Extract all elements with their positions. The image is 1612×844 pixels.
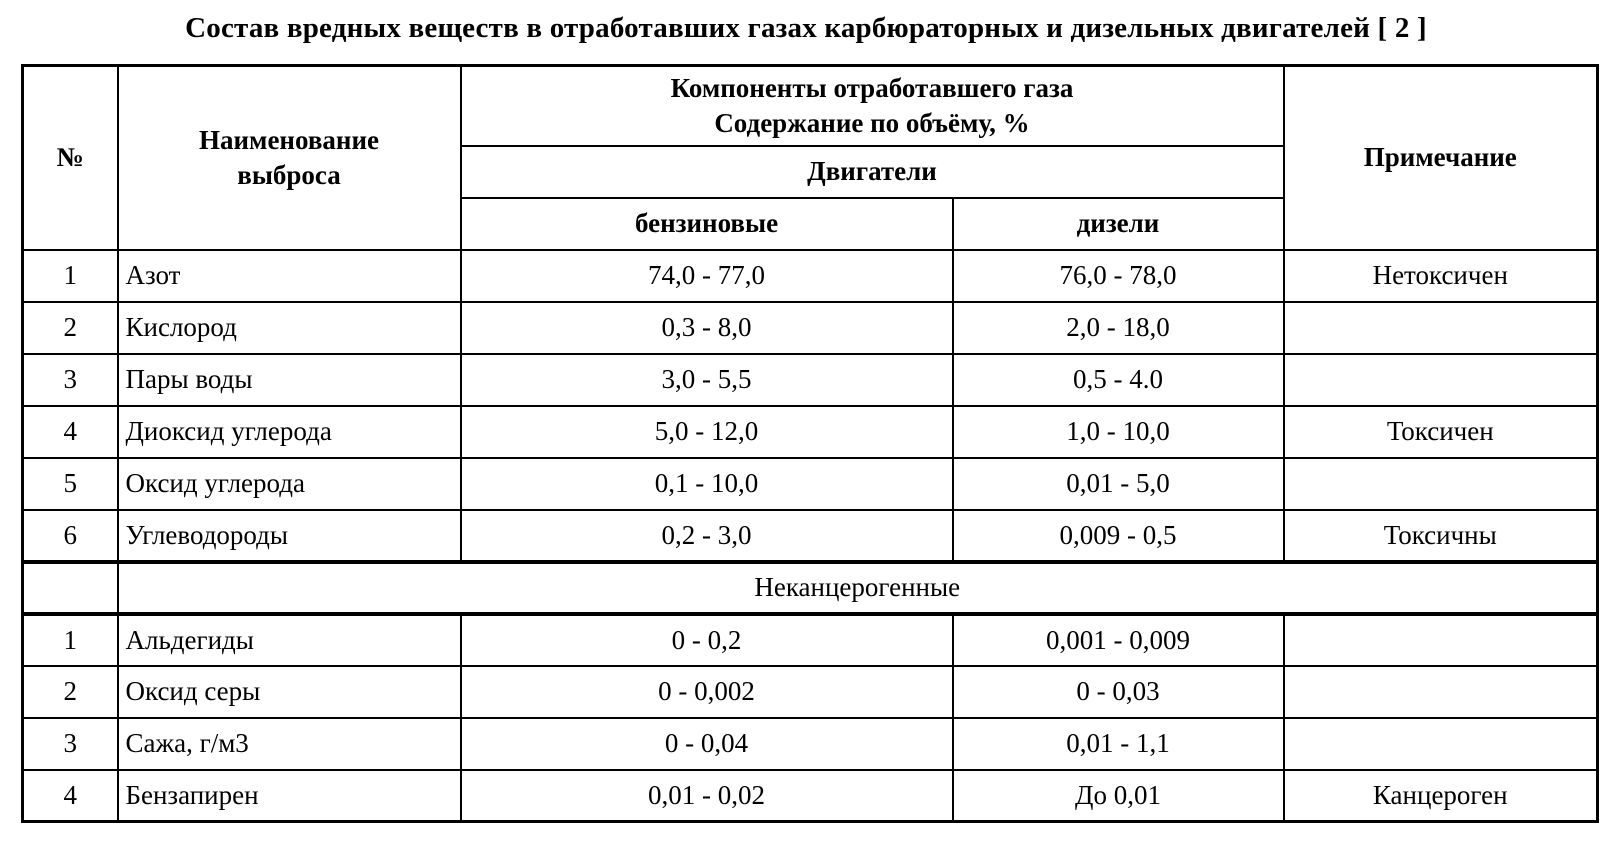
cell-diesel: 76,0 - 78,0 [953, 250, 1284, 302]
cell-name: Азот [118, 250, 461, 302]
cell-gasoline: 0,1 - 10,0 [461, 458, 953, 510]
section-row [23, 562, 1598, 614]
cell-note: Токсичны [1284, 510, 1598, 562]
table-row [23, 458, 1598, 510]
cell-name: Кислород [118, 302, 461, 354]
table-row [23, 354, 1598, 406]
cell-gasoline: 0 - 0,2 [461, 614, 953, 666]
cell-name: Оксид углерода [118, 458, 461, 510]
cell-gasoline: 3,0 - 5,5 [461, 354, 953, 406]
header-row-components [23, 66, 1598, 146]
cell-diesel: 0,009 - 0,5 [953, 510, 1284, 562]
cell-gasoline: 0,2 - 3,0 [461, 510, 953, 562]
col-header-engines: Двигатели [461, 146, 1284, 198]
cell-number: 2 [23, 302, 118, 354]
cell-name: Бензапирен [118, 770, 461, 822]
cell-note: Нетоксичен [1284, 250, 1598, 302]
cell-name: Пары воды [118, 354, 461, 406]
table-row [23, 302, 1598, 354]
cell-note [1284, 354, 1598, 406]
cell-number: 1 [23, 614, 118, 666]
cell-number: 4 [23, 770, 118, 822]
cell-diesel: 1,0 - 10,0 [953, 406, 1284, 458]
col-header-number: № [23, 66, 118, 250]
cell-diesel: До 0,01 [953, 770, 1284, 822]
cell-diesel: 0 - 0,03 [953, 666, 1284, 718]
cell-name: Сажа, г/м3 [118, 718, 461, 770]
col-header-gasoline: бензиновые [461, 198, 953, 250]
cell-gasoline: 0 - 0,002 [461, 666, 953, 718]
page-title: Состав вредных веществ в отработавших газах карбюраторных и дизельных двигателей [ 2 ] [185, 12, 1427, 44]
cell-number: 3 [23, 718, 118, 770]
section-number-cell [23, 562, 118, 614]
table-row [23, 614, 1598, 666]
col-header-name [118, 66, 461, 250]
cell-name: Диоксид углерода [118, 406, 461, 458]
table-row [23, 666, 1598, 718]
cell-note: Канцероген [1284, 770, 1598, 822]
cell-number: 6 [23, 510, 118, 562]
cell-note [1284, 458, 1598, 510]
col-header-components-group [461, 66, 1284, 146]
table-row [23, 406, 1598, 458]
table-header [23, 66, 1598, 250]
cell-note: Токсичен [1284, 406, 1598, 458]
cell-gasoline: 74,0 - 77,0 [461, 250, 953, 302]
col-header-note: Примечание [1284, 66, 1598, 250]
cell-gasoline: 0,3 - 8,0 [461, 302, 953, 354]
cell-diesel: 0,01 - 1,1 [953, 718, 1284, 770]
cell-diesel: 0,001 - 0,009 [953, 614, 1284, 666]
cell-note [1284, 614, 1598, 666]
table-row [23, 250, 1598, 302]
cell-diesel: 2,0 - 18,0 [953, 302, 1284, 354]
cell-gasoline: 0 - 0,04 [461, 718, 953, 770]
cell-number: 4 [23, 406, 118, 458]
cell-note [1284, 302, 1598, 354]
emissions-table [21, 64, 1599, 823]
col-header-name-label: Наименование выброса [199, 124, 379, 190]
cell-gasoline: 0,01 - 0,02 [461, 770, 953, 822]
cell-gasoline: 5,0 - 12,0 [461, 406, 953, 458]
cell-note [1284, 718, 1598, 770]
cell-number: 5 [23, 458, 118, 510]
cell-number: 3 [23, 354, 118, 406]
table-row [23, 718, 1598, 770]
table-row [23, 770, 1598, 822]
components-title-line1: Компоненты отработавшего газа [670, 72, 1074, 103]
cell-number: 2 [23, 666, 118, 718]
components-title-line2: Содержание по объёму, % [714, 107, 1030, 138]
cell-number: 1 [23, 250, 118, 302]
cell-name: Альдегиды [118, 614, 461, 666]
cell-name: Оксид серы [118, 666, 461, 718]
cell-name: Углеводороды [118, 510, 461, 562]
cell-diesel: 0,5 - 4.0 [953, 354, 1284, 406]
table-row [23, 510, 1598, 562]
cell-diesel: 0,01 - 5,0 [953, 458, 1284, 510]
cell-note [1284, 666, 1598, 718]
section-label: Неканцерогенные [118, 562, 1598, 614]
table-body [23, 250, 1598, 822]
col-header-diesel: дизели [953, 198, 1284, 250]
